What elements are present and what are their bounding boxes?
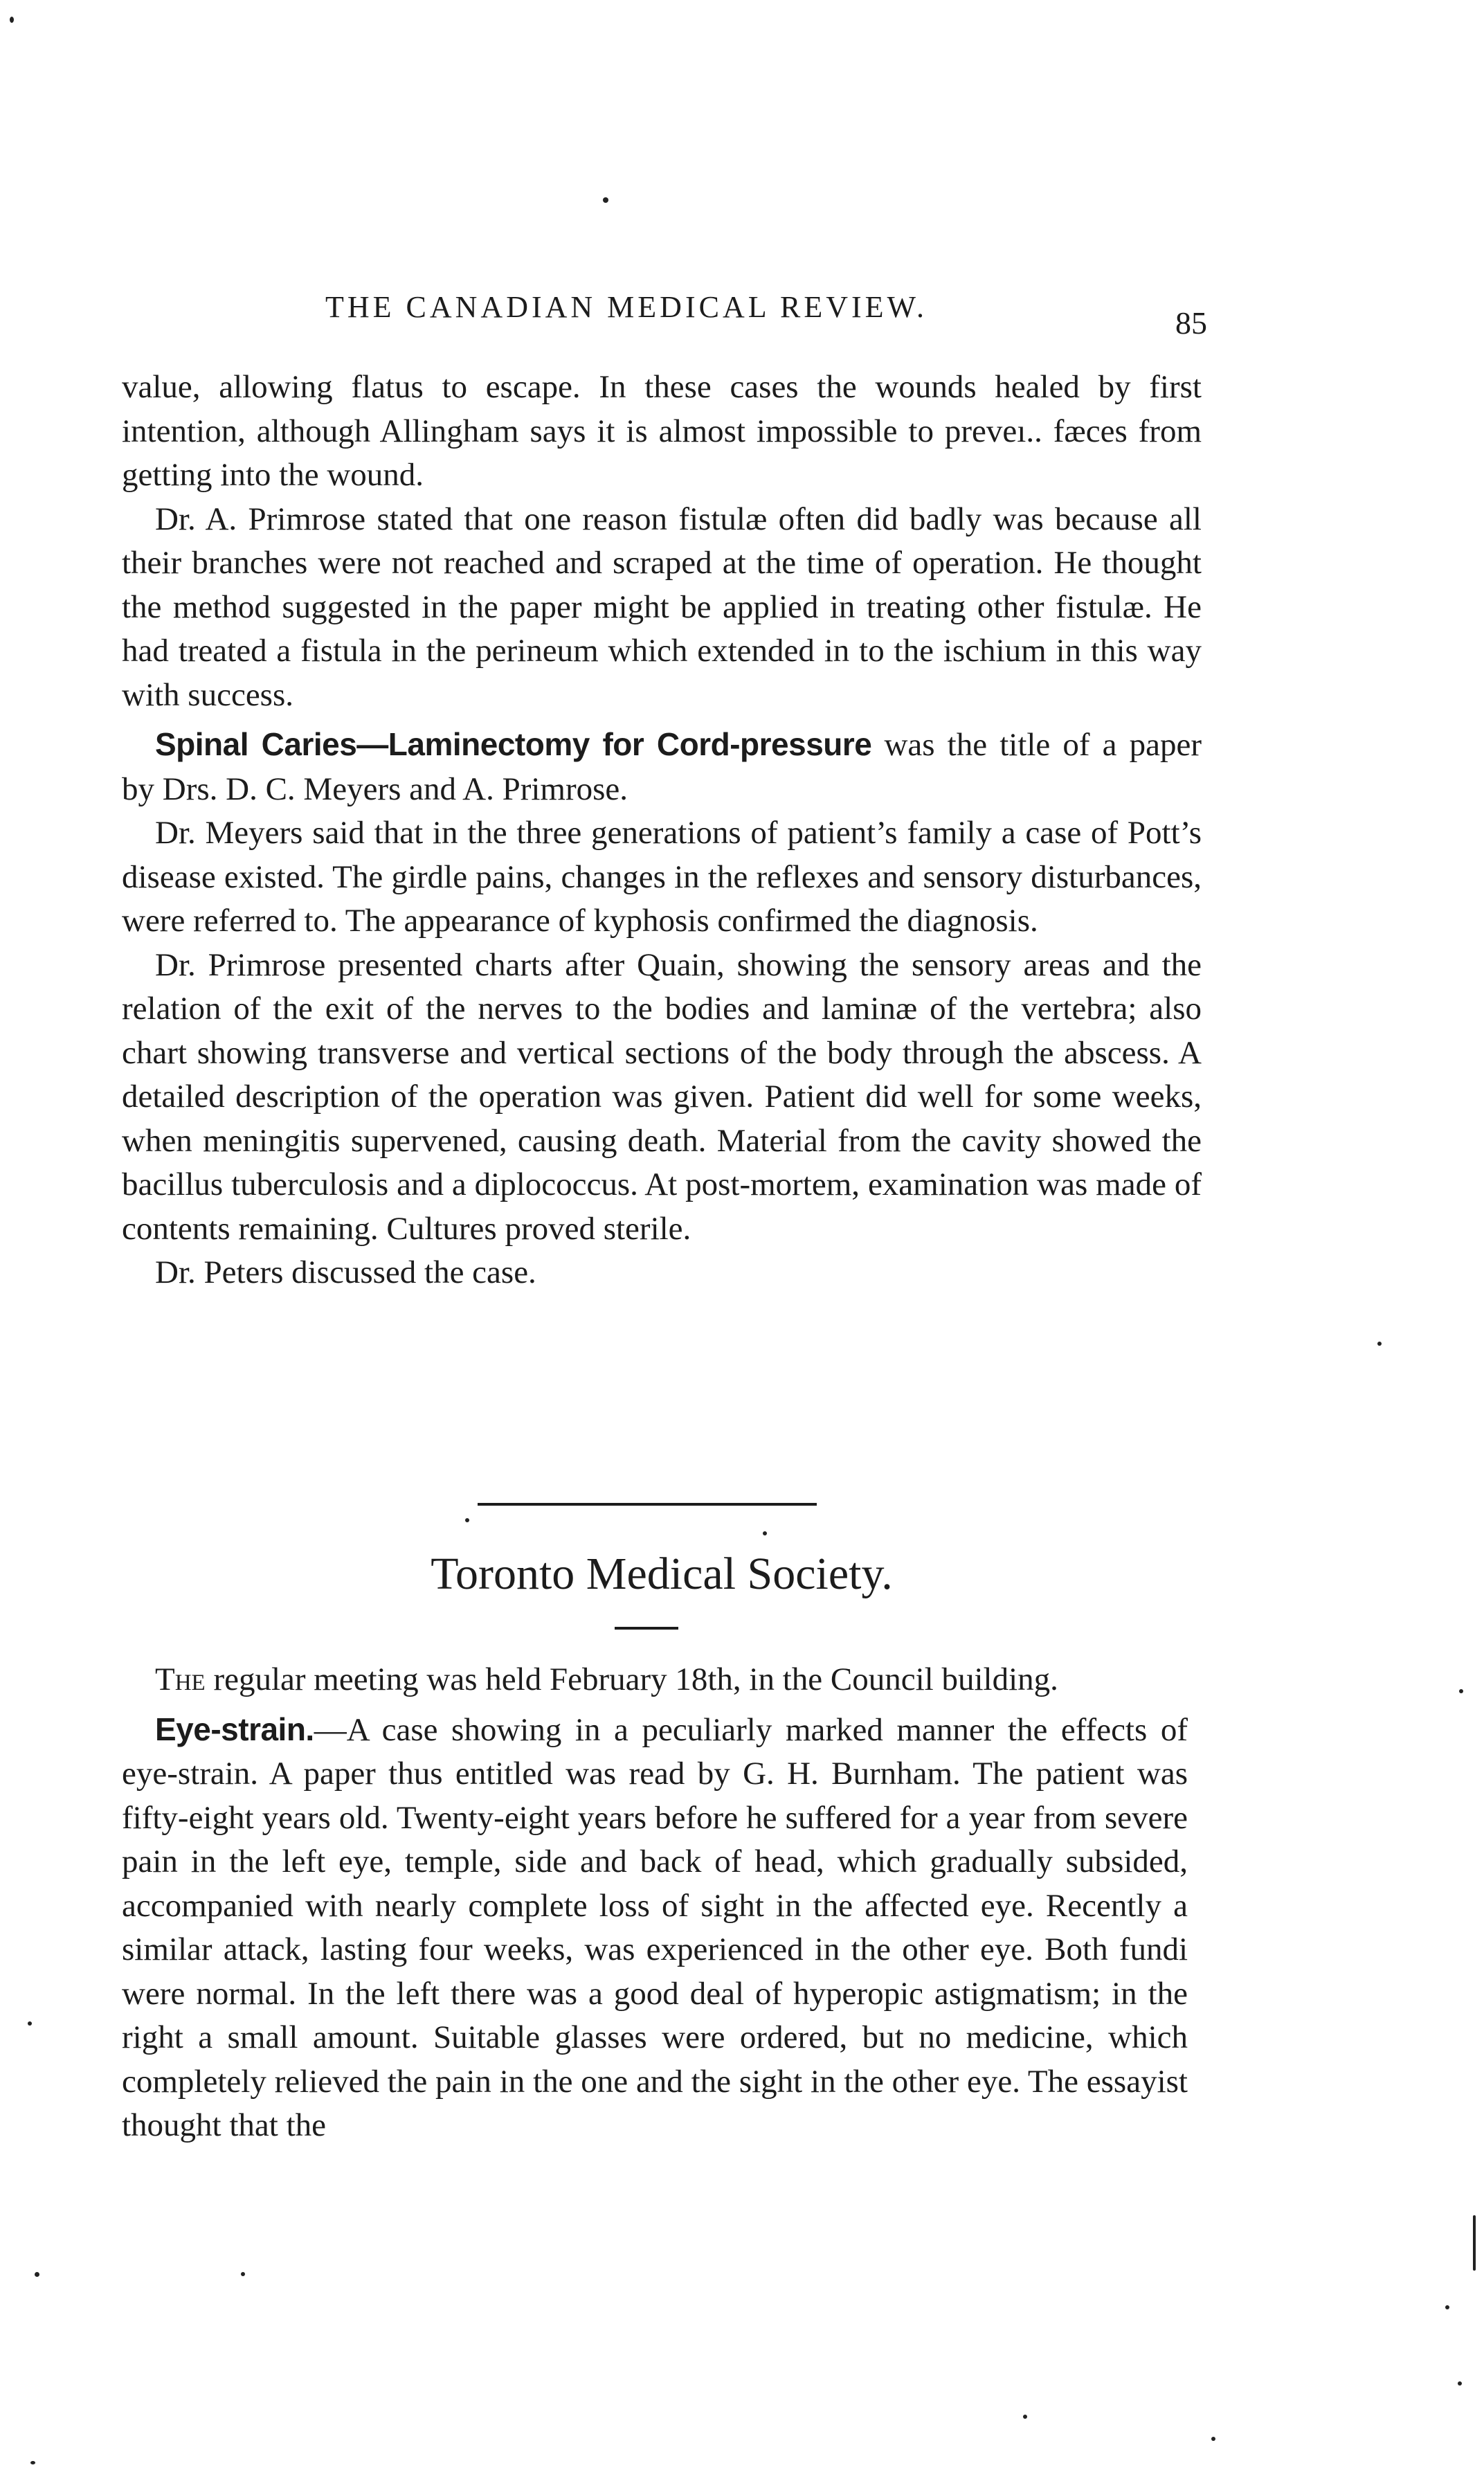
paragraph-text: value, allowing flatus to escape. In these cases the wounds healed by first intention, although Allingham says it is almost impossible to preveı.. fæces from getting into the wound. bbox=[122, 369, 1202, 493]
scan-speck bbox=[28, 2021, 32, 2026]
intro-smallcaps: The bbox=[155, 1661, 206, 1697]
scan-speck bbox=[763, 1531, 767, 1535]
paragraph-text: Dr. Primrose presented charts after Quain, showing the sensory areas and the relation of the exit of the nerves to the bodies and laminæ of the vertebra; also chart showing transverse and vertical sections of the body through the abscess. A detailed description of the operation was given. Patient did well for some weeks, when meningitis supervened, causing death. Material from the cavity showed the bacillus tuberculosis and a diplococcus. At post-mortem, examination was made of contents remaining. Cultures proved sterile. bbox=[122, 946, 1202, 1247]
paragraph-text: regular meeting was held February 18th, in the Council building. bbox=[205, 1661, 1058, 1697]
running-head bbox=[325, 289, 1225, 341]
scan-speck bbox=[1458, 2381, 1462, 2386]
paragraph bbox=[122, 1658, 1188, 1702]
scan-speck bbox=[35, 2272, 39, 2277]
scan-speck bbox=[465, 1518, 469, 1522]
subsection-heading: Spinal Caries—Laminectomy for Cord-pressure bbox=[155, 726, 872, 762]
paragraph-text: Dr. A. Primrose stated that one reason fistulæ often did badly was because all their branches were not reached and scraped at the time of operation. He thought the method suggested in the paper might be applied in treating other fistulæ. He had treated a fistula in the perineum which extended in to the ischium in this way with success. bbox=[122, 501, 1202, 713]
scan-speck bbox=[1023, 2415, 1027, 2419]
paragraph bbox=[122, 944, 1202, 1252]
running-title: THE CANADIAN MEDICAL REVIEW. bbox=[325, 290, 928, 324]
scan-speck bbox=[1445, 2305, 1449, 2309]
scan-speck bbox=[603, 197, 608, 203]
paragraph-text: —A case showing in a peculiarly marked manner the effects of eye-strain. A paper thus entitled was read by G. H. Burnham. The patient was fifty-eight years old. Twenty-eight years before he suffered for a year from severe pain in the left eye, temple, side and back of head, which gradually subsided, accompanied with nearly complete loss of sight in the affected eye. Recently a similar attack, lasting four weeks, was experienced in the other eye. Both fundi were normal. In the left there was a good deal of hyperopic astigmatism; in the right a small amount. Suitable glasses were ordered, but no medicine, which completely relieved the pain in the one and the sight in the other eye. The essayist thought that the bbox=[122, 1711, 1188, 2143]
paragraph bbox=[122, 498, 1202, 718]
section-title: Toronto Medical Society. bbox=[431, 1549, 893, 1599]
scan-speck bbox=[1459, 1689, 1463, 1693]
paragraph bbox=[122, 1708, 1188, 2148]
page-number: 85 bbox=[1175, 305, 1207, 341]
article-body-upper bbox=[122, 366, 1202, 1295]
scan-speck bbox=[241, 2272, 245, 2276]
section-divider-rule bbox=[478, 1503, 817, 1506]
article-body-lower bbox=[122, 1658, 1188, 2148]
paragraph bbox=[122, 366, 1202, 498]
paragraph-text: Dr. Peters discussed the case. bbox=[155, 1254, 536, 1290]
scan-edge-mark bbox=[1473, 2215, 1476, 2271]
paragraph bbox=[122, 811, 1202, 944]
paragraph-text: Dr. Meyers said that in the three generations of patient’s family a case of Pott’s disease existed. The girdle pains, changes in the reflexes and sensory disturbances, were referred to. The appearance of kyphosis confirmed the diagnosis. bbox=[122, 815, 1202, 939]
scan-speck bbox=[30, 2461, 35, 2464]
paragraph bbox=[122, 723, 1202, 811]
scan-speck bbox=[1211, 2437, 1215, 2441]
subsection-heading: Eye-strain. bbox=[155, 1711, 314, 1747]
scan-speck bbox=[1377, 1342, 1382, 1346]
title-underline-rule bbox=[615, 1627, 678, 1630]
scan-speck bbox=[10, 17, 14, 23]
paragraph bbox=[122, 1251, 1202, 1295]
paragraph-text: was the title of a paper by Drs. D. C. Meyers and A. Primrose. bbox=[122, 727, 1202, 807]
